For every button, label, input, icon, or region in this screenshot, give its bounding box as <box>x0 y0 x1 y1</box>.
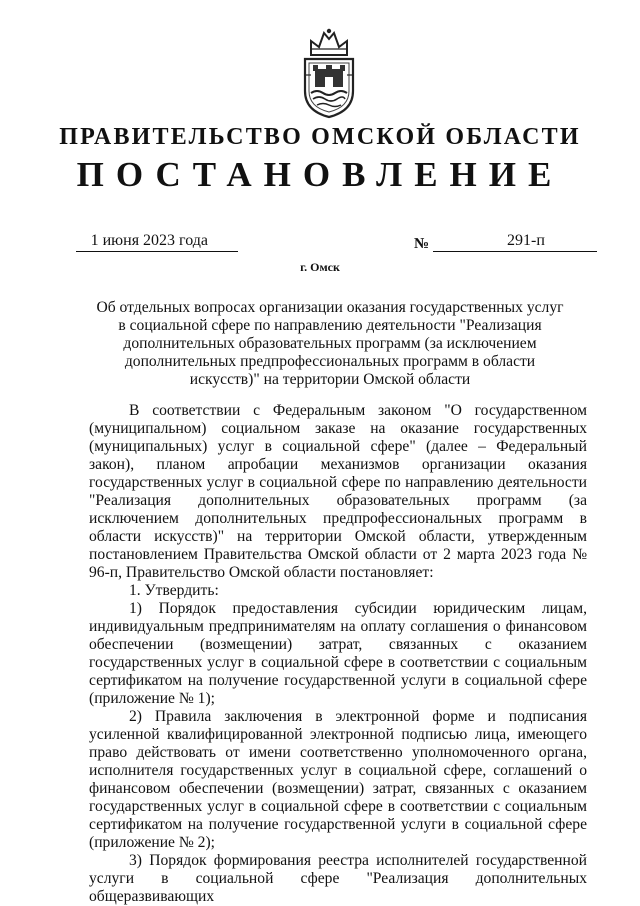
organization-title: ПРАВИТЕЛЬСТВО ОМСКОЙ ОБЛАСТИ <box>59 124 581 150</box>
document-type-title: ПОСТАНОВЛЕНИЕ <box>76 155 564 194</box>
item-1-2-paragraph: 2) Правила заключения в электронной форме и подписания усиленной квалифицированной электронной подписью лица, имеющего право действовать от имени соответственно уполномоченного органа, исполнителя государственных услуг в социальной сфере, соглашений о финансовом обеспечении (возмещении) затрат, связанных с оказанием государственных услуг в социальной сфере в соответствии с социальным сертификатом на получение государственной услуги в социальной сфере (приложение № 2); <box>89 708 587 851</box>
city-label: г. Омск <box>300 260 340 274</box>
omsk-coat-of-arms-icon <box>297 25 361 121</box>
document-subject: Об отдельных вопросах организации оказания государственных услуг в социальной сфере по направлению деятельности "Реализация дополнительных образовательных программ (за исключением дополнительных предпрофессиональных программ в области искусств)" на территории Омской области <box>96 299 564 388</box>
preamble-paragraph: В соответствии с Федеральным законом "О государственном (муниципальном) социальном заказе на оказание государственных (муниципальных) услуг в социальной сфере" (далее – Федеральный закон), планом апробации механизмов организации оказания государственных услуг в социальной сфере по направлению деятельности "Реализация дополнительных образовательных программ (за исключением дополнительных предпрофессиональных программ в области искусств)" на территории Омской области, утвержденным постановлением Правительства Омской области от 2 марта 2023 года № 96-п, Правительство Омской области постановляет: <box>89 402 587 581</box>
document-date-field <box>76 232 238 252</box>
document-body <box>89 402 587 906</box>
item-1-1-paragraph: 1) Порядок предоставления субсидии юридическим лицам, индивидуальным предпринимателям на оплату соглашения о финансовом обеспечении (возмещении) затрат, связанных с оказанием государственных услуг в социальной сфере в соответствии с социальным сертификатом на получение государственной услуги в социальной сфере (приложение № 1); <box>89 600 587 707</box>
item-1-3-paragraph: 3) Порядок формирования реестра исполнителей государственной услуги в социальной сфере "Реализация дополнительных общеразвивающих <box>89 852 587 905</box>
number-label: № <box>414 236 430 252</box>
item-1-paragraph: 1. Утвердить: <box>129 582 219 599</box>
document-date: 1 июня 2023 года <box>90 232 208 249</box>
document-number-field <box>433 232 597 252</box>
document-number: 291-п <box>507 232 545 249</box>
